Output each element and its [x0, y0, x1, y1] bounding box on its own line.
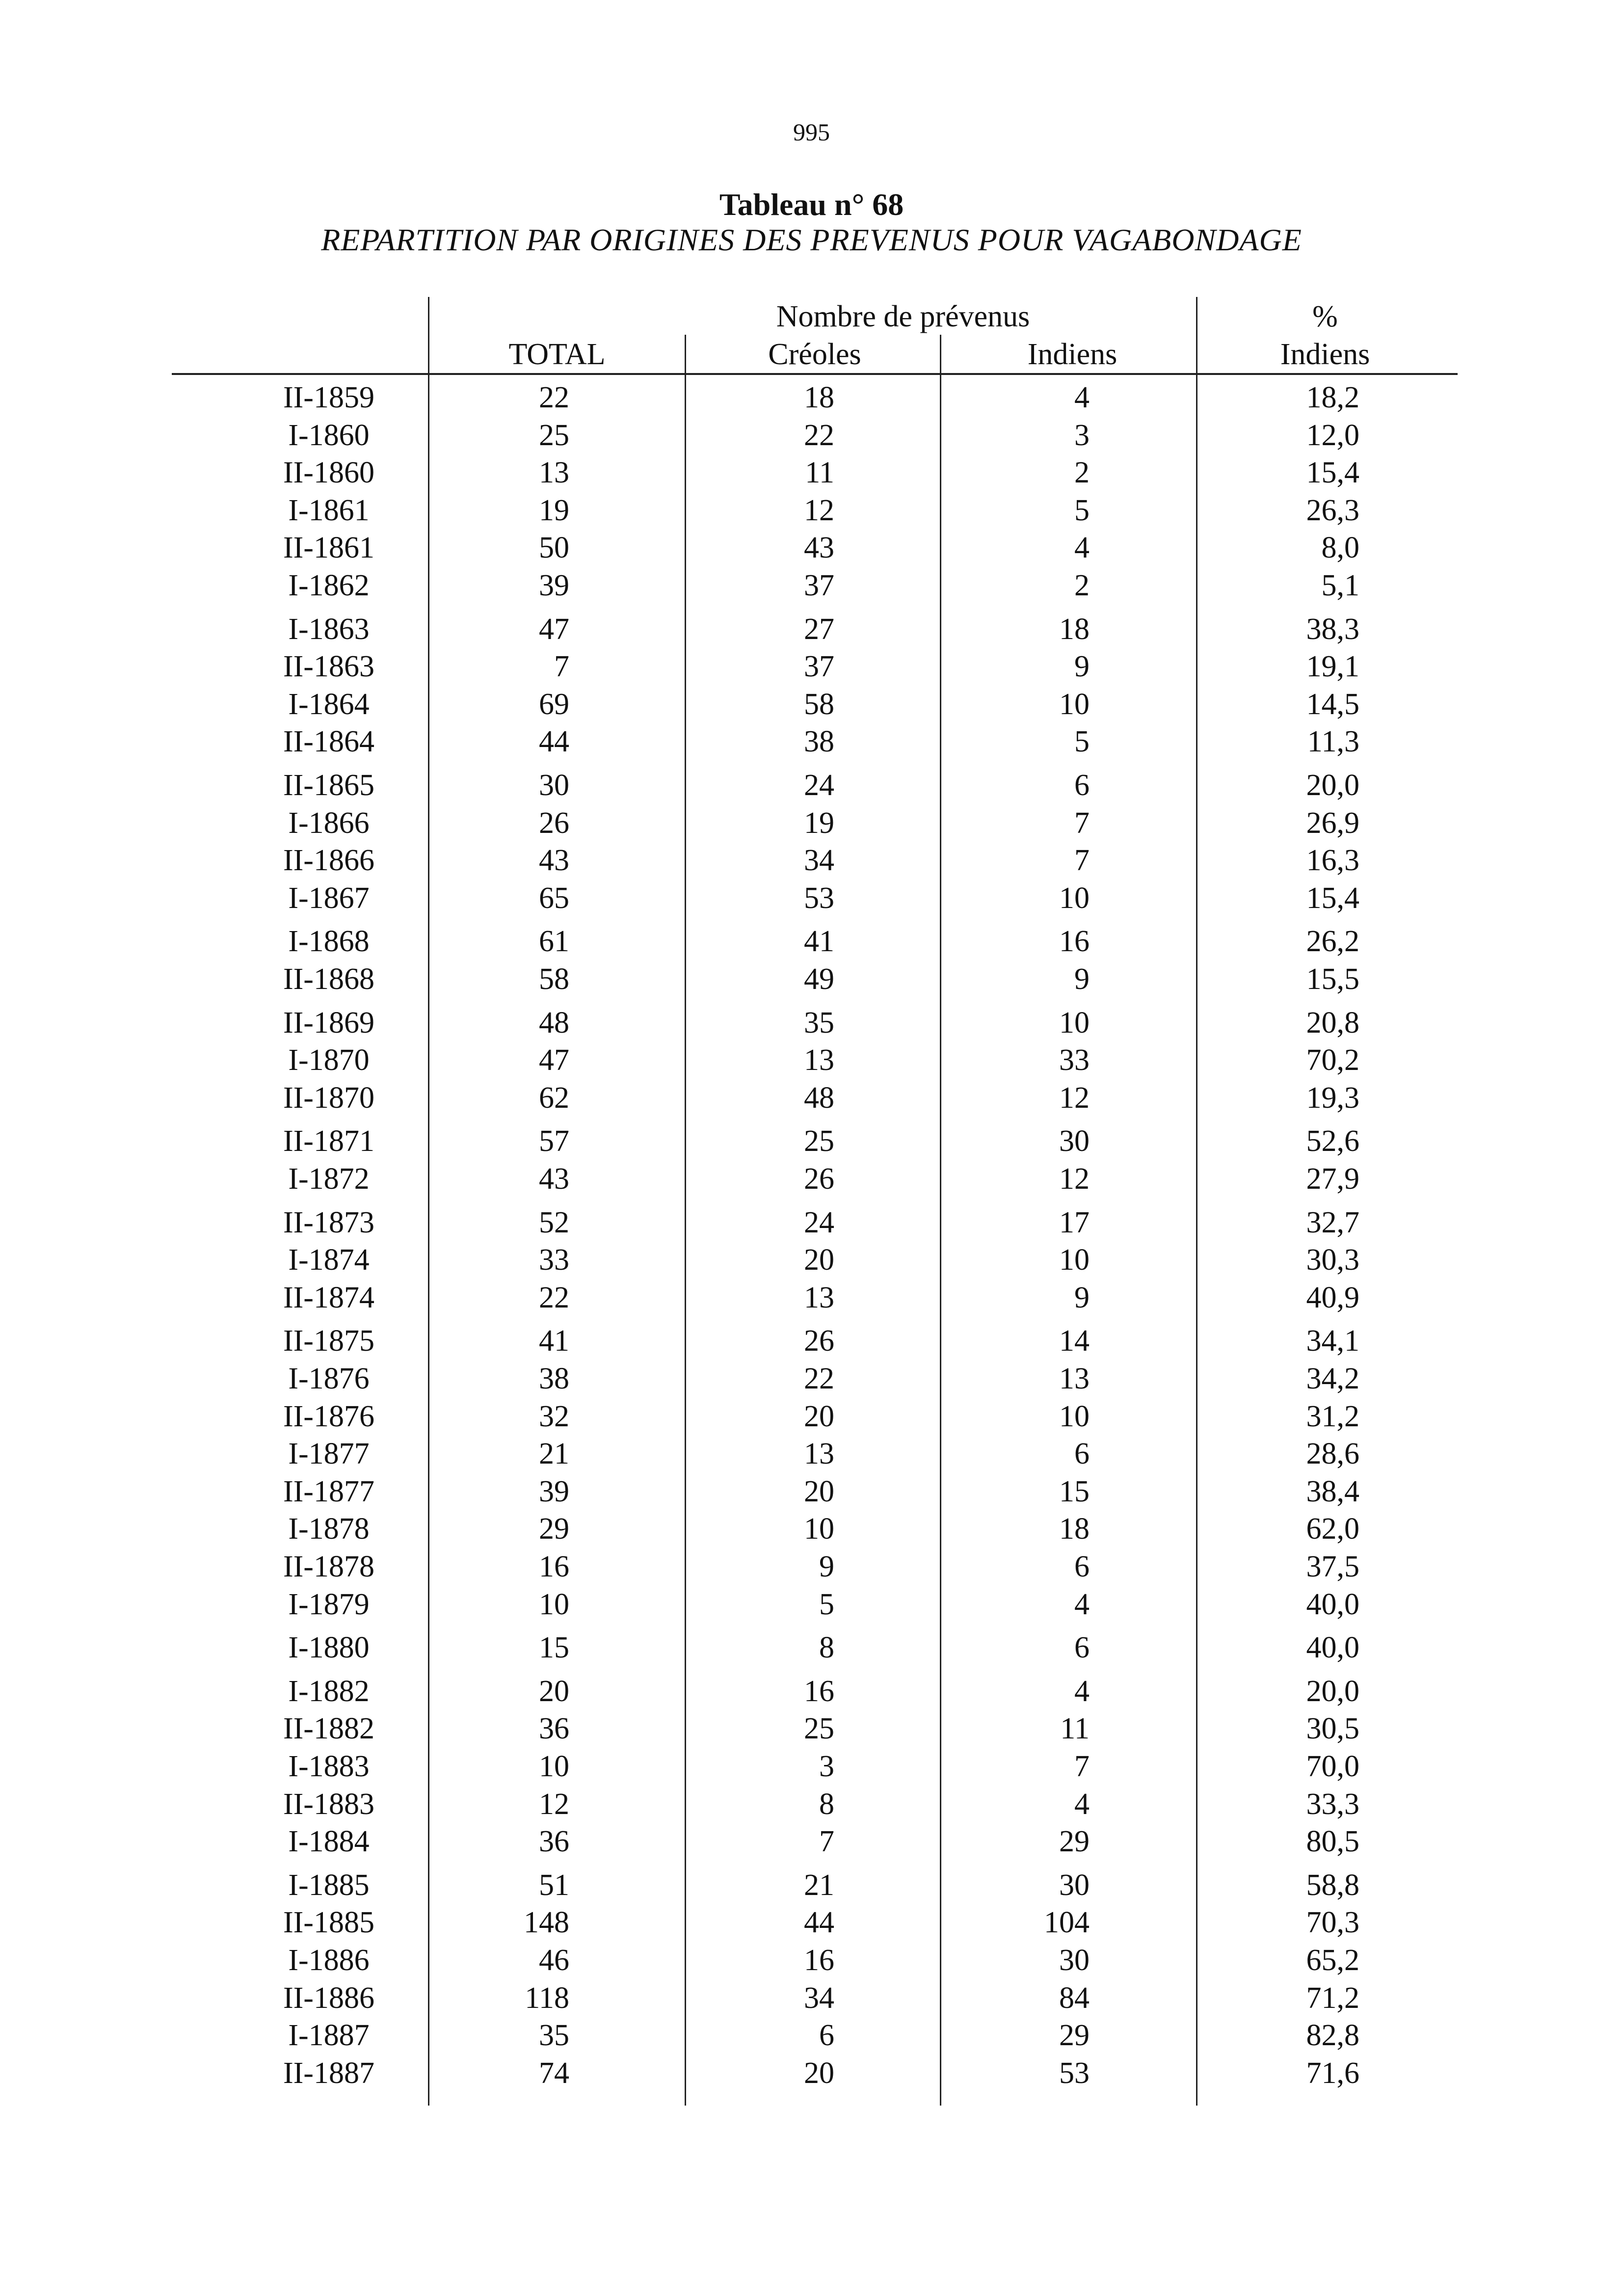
period-cell: II-1885	[283, 1906, 374, 1939]
pct-indiens-cell: 31,2	[1306, 1400, 1359, 1433]
pct-indiens-cell: 20,8	[1306, 1006, 1359, 1040]
pct-indiens-cell: 34,2	[1306, 1362, 1359, 1395]
period-cell: II-1864	[283, 725, 374, 758]
creoles-cell: 13	[804, 1281, 834, 1314]
pct-indiens-cell: 20,0	[1306, 1675, 1359, 1708]
indiens-cell: 10	[1059, 688, 1090, 721]
period-cell: I-1878	[288, 1512, 370, 1546]
pct-indiens-cell: 30,3	[1306, 1243, 1359, 1277]
total-cell: 35	[539, 2019, 569, 2052]
column-rule-2	[685, 335, 686, 2106]
creoles-cell: 19	[804, 806, 834, 840]
period-cell: II-1875	[283, 1324, 374, 1358]
pct-indiens-cell: 40,0	[1306, 1631, 1359, 1664]
pct-indiens-cell: 37,5	[1306, 1550, 1359, 1583]
total-cell: 38	[539, 1362, 569, 1395]
creoles-cell: 20	[804, 1475, 834, 1508]
indiens-cell: 4	[1074, 1675, 1090, 1708]
total-cell: 69	[539, 688, 569, 721]
indiens-cell: 3	[1074, 419, 1090, 452]
indiens-cell: 12	[1059, 1162, 1090, 1196]
total-cell: 43	[539, 844, 569, 877]
total-cell: 12	[539, 1788, 569, 1821]
period-cell: II-1860	[283, 456, 374, 489]
header-group-prevenus: Nombre de prévenus	[776, 300, 1030, 333]
pct-indiens-cell: 28,6	[1306, 1437, 1359, 1470]
total-cell: 22	[539, 381, 569, 414]
creoles-cell: 44	[804, 1906, 834, 1939]
total-cell: 57	[539, 1124, 569, 1158]
period-cell: I-1868	[288, 925, 370, 958]
total-cell: 58	[539, 962, 569, 996]
pct-indiens-cell: 40,9	[1306, 1281, 1359, 1314]
period-cell: I-1870	[288, 1043, 370, 1077]
header-indiens: Indiens	[1027, 338, 1117, 371]
creoles-cell: 5	[819, 1588, 834, 1621]
total-cell: 43	[539, 1162, 569, 1196]
header-pct-indiens: Indiens	[1280, 338, 1370, 371]
pct-indiens-cell: 19,3	[1306, 1081, 1359, 1115]
indiens-cell: 4	[1074, 1788, 1090, 1821]
period-cell: II-1863	[283, 650, 374, 683]
indiens-cell: 13	[1059, 1362, 1090, 1395]
period-cell: I-1863	[288, 613, 370, 646]
indiens-cell: 14	[1059, 1324, 1090, 1358]
indiens-cell: 6	[1074, 1550, 1090, 1583]
pct-indiens-cell: 11,3	[1307, 725, 1359, 758]
indiens-cell: 10	[1059, 881, 1090, 915]
indiens-cell: 2	[1074, 456, 1090, 489]
total-cell: 15	[539, 1631, 569, 1664]
pct-indiens-cell: 70,0	[1306, 1750, 1359, 1783]
period-cell: I-1876	[288, 1362, 370, 1395]
creoles-cell: 6	[819, 2019, 834, 2052]
indiens-cell: 4	[1074, 381, 1090, 414]
creoles-cell: 43	[804, 531, 834, 564]
period-cell: II-1859	[283, 381, 374, 414]
indiens-cell: 18	[1059, 1512, 1090, 1546]
creoles-cell: 25	[804, 1124, 834, 1158]
total-cell: 36	[539, 1712, 569, 1745]
period-cell: I-1862	[288, 569, 370, 602]
period-cell: I-1882	[288, 1675, 370, 1708]
period-cell: I-1885	[288, 1869, 370, 1902]
pct-indiens-cell: 15,4	[1306, 881, 1359, 915]
total-cell: 10	[539, 1750, 569, 1783]
creoles-cell: 10	[804, 1512, 834, 1546]
creoles-cell: 13	[804, 1437, 834, 1470]
total-cell: 62	[539, 1081, 569, 1115]
indiens-cell: 11	[1060, 1712, 1090, 1745]
table-title: Tableau n° 68	[719, 187, 904, 222]
creoles-cell: 35	[804, 1006, 834, 1040]
creoles-cell: 27	[804, 613, 834, 646]
period-cell: II-1876	[283, 1400, 374, 1433]
total-cell: 33	[539, 1243, 569, 1277]
pct-indiens-cell: 26,2	[1306, 925, 1359, 958]
creoles-cell: 8	[819, 1631, 834, 1664]
pct-indiens-cell: 52,6	[1306, 1124, 1359, 1158]
period-cell: I-1872	[288, 1162, 370, 1196]
total-cell: 7	[554, 650, 569, 683]
indiens-cell: 5	[1074, 494, 1090, 527]
period-cell: I-1867	[288, 881, 370, 915]
total-cell: 118	[525, 1981, 569, 2015]
indiens-cell: 16	[1059, 925, 1090, 958]
period-cell: I-1884	[288, 1825, 370, 1858]
pct-indiens-cell: 18,2	[1306, 381, 1359, 414]
period-cell: II-1882	[283, 1712, 374, 1745]
total-cell: 10	[539, 1588, 569, 1621]
total-cell: 46	[539, 1944, 569, 1977]
indiens-cell: 9	[1074, 650, 1090, 683]
pct-indiens-cell: 27,9	[1306, 1162, 1359, 1196]
creoles-cell: 37	[804, 569, 834, 602]
indiens-cell: 30	[1059, 1124, 1090, 1158]
header-creoles: Créoles	[768, 338, 861, 371]
creoles-cell: 25	[804, 1712, 834, 1745]
indiens-cell: 33	[1059, 1043, 1090, 1077]
total-cell: 25	[539, 419, 569, 452]
indiens-cell: 29	[1059, 2019, 1090, 2052]
pct-indiens-cell: 71,6	[1306, 2056, 1359, 2090]
creoles-cell: 9	[819, 1550, 834, 1583]
pct-indiens-cell: 15,5	[1306, 962, 1359, 996]
indiens-cell: 30	[1059, 1869, 1090, 1902]
creoles-cell: 16	[804, 1944, 834, 1977]
creoles-cell: 16	[804, 1675, 834, 1708]
period-cell: I-1866	[288, 806, 370, 840]
pct-indiens-cell: 34,1	[1306, 1324, 1359, 1358]
period-cell: I-1879	[288, 1588, 370, 1621]
pct-indiens-cell: 8,0	[1321, 531, 1359, 564]
indiens-cell: 29	[1059, 1825, 1090, 1858]
creoles-cell: 22	[804, 419, 834, 452]
period-cell: I-1864	[288, 688, 370, 721]
period-cell: II-1870	[283, 1081, 374, 1115]
period-cell: II-1871	[283, 1124, 374, 1158]
creoles-cell: 38	[804, 725, 834, 758]
header-rule	[172, 373, 1458, 375]
indiens-cell: 18	[1059, 613, 1090, 646]
total-cell: 36	[539, 1825, 569, 1858]
indiens-cell: 9	[1074, 1281, 1090, 1314]
indiens-cell: 84	[1059, 1981, 1090, 2015]
creoles-cell: 24	[804, 1206, 834, 1239]
period-cell: II-1869	[283, 1006, 374, 1040]
creoles-cell: 20	[804, 1400, 834, 1433]
period-cell: I-1877	[288, 1437, 370, 1470]
indiens-cell: 17	[1059, 1206, 1090, 1239]
column-rule-3	[940, 335, 941, 2106]
total-cell: 51	[539, 1869, 569, 1902]
creoles-cell: 49	[804, 962, 834, 996]
header-total: TOTAL	[508, 338, 606, 371]
creoles-cell: 26	[804, 1324, 834, 1358]
indiens-cell: 15	[1059, 1475, 1090, 1508]
pct-indiens-cell: 58,8	[1306, 1869, 1359, 1902]
total-cell: 39	[539, 1475, 569, 1508]
total-cell: 21	[539, 1437, 569, 1470]
creoles-cell: 26	[804, 1162, 834, 1196]
indiens-cell: 7	[1074, 806, 1090, 840]
pct-indiens-cell: 15,4	[1306, 456, 1359, 489]
pct-indiens-cell: 12,0	[1306, 419, 1359, 452]
creoles-cell: 48	[804, 1081, 834, 1115]
period-cell: II-1878	[283, 1550, 374, 1583]
total-cell: 47	[539, 613, 569, 646]
period-cell: II-1874	[283, 1281, 374, 1314]
total-cell: 50	[539, 531, 569, 564]
pct-indiens-cell: 40,0	[1306, 1588, 1359, 1621]
pct-indiens-cell: 38,3	[1306, 613, 1359, 646]
indiens-cell: 104	[1044, 1906, 1090, 1939]
period-cell: II-1873	[283, 1206, 374, 1239]
period-cell: II-1865	[283, 769, 374, 802]
period-cell: I-1883	[288, 1750, 370, 1783]
creoles-cell: 21	[804, 1869, 834, 1902]
column-rule-1	[428, 297, 429, 2106]
creoles-cell: 18	[804, 381, 834, 414]
creoles-cell: 13	[804, 1043, 834, 1077]
indiens-cell: 10	[1059, 1400, 1090, 1433]
creoles-cell: 58	[804, 688, 834, 721]
creoles-cell: 37	[804, 650, 834, 683]
period-cell: II-1861	[283, 531, 374, 564]
pct-indiens-cell: 65,2	[1306, 1944, 1359, 1977]
total-cell: 29	[539, 1512, 569, 1546]
indiens-cell: 6	[1074, 1631, 1090, 1664]
total-cell: 13	[539, 456, 569, 489]
creoles-cell: 3	[819, 1750, 834, 1783]
pct-indiens-cell: 82,8	[1306, 2019, 1359, 2052]
indiens-cell: 30	[1059, 1944, 1090, 1977]
pct-indiens-cell: 70,3	[1306, 1906, 1359, 1939]
period-cell: II-1868	[283, 962, 374, 996]
indiens-cell: 9	[1074, 962, 1090, 996]
indiens-cell: 53	[1059, 2056, 1090, 2090]
pct-indiens-cell: 80,5	[1306, 1825, 1359, 1858]
pct-indiens-cell: 16,3	[1306, 844, 1359, 877]
indiens-cell: 4	[1074, 1588, 1090, 1621]
pct-indiens-cell: 26,3	[1306, 494, 1359, 527]
total-cell: 65	[539, 881, 569, 915]
pct-indiens-cell: 70,2	[1306, 1043, 1359, 1077]
period-cell: I-1874	[288, 1243, 370, 1277]
creoles-cell: 20	[804, 1243, 834, 1277]
indiens-cell: 12	[1059, 1081, 1090, 1115]
indiens-cell: 10	[1059, 1006, 1090, 1040]
pct-indiens-cell: 71,2	[1306, 1981, 1359, 2015]
creoles-cell: 20	[804, 2056, 834, 2090]
creoles-cell: 53	[804, 881, 834, 915]
total-cell: 52	[539, 1206, 569, 1239]
indiens-cell: 10	[1059, 1243, 1090, 1277]
period-cell: I-1860	[288, 419, 370, 452]
pct-indiens-cell: 32,7	[1306, 1206, 1359, 1239]
pct-indiens-cell: 33,3	[1306, 1788, 1359, 1821]
column-rule-4	[1196, 297, 1197, 2106]
period-cell: II-1883	[283, 1788, 374, 1821]
creoles-cell: 7	[819, 1825, 834, 1858]
period-cell: I-1887	[288, 2019, 370, 2052]
pct-indiens-cell: 5,1	[1321, 569, 1359, 602]
creoles-cell: 34	[804, 844, 834, 877]
total-cell: 48	[539, 1006, 569, 1040]
page-number: 995	[793, 118, 830, 146]
indiens-cell: 5	[1074, 725, 1090, 758]
indiens-cell: 7	[1074, 844, 1090, 877]
period-cell: II-1887	[283, 2056, 374, 2090]
total-cell: 47	[539, 1043, 569, 1077]
creoles-cell: 11	[805, 456, 834, 489]
total-cell: 39	[539, 569, 569, 602]
pct-indiens-cell: 26,9	[1306, 806, 1359, 840]
period-cell: II-1866	[283, 844, 374, 877]
total-cell: 32	[539, 1400, 569, 1433]
period-cell: I-1886	[288, 1944, 370, 1977]
header-group-pct: %	[1312, 300, 1338, 333]
total-cell: 30	[539, 769, 569, 802]
total-cell: 41	[539, 1324, 569, 1358]
creoles-cell: 8	[819, 1788, 834, 1821]
indiens-cell: 7	[1074, 1750, 1090, 1783]
total-cell: 22	[539, 1281, 569, 1314]
creoles-cell: 22	[804, 1362, 834, 1395]
creoles-cell: 41	[804, 925, 834, 958]
total-cell: 61	[539, 925, 569, 958]
creoles-cell: 12	[804, 494, 834, 527]
creoles-cell: 34	[804, 1981, 834, 2015]
total-cell: 74	[539, 2056, 569, 2090]
indiens-cell: 4	[1074, 531, 1090, 564]
indiens-cell: 6	[1074, 1437, 1090, 1470]
period-cell: I-1861	[288, 494, 370, 527]
creoles-cell: 24	[804, 769, 834, 802]
pct-indiens-cell: 38,4	[1306, 1475, 1359, 1508]
pct-indiens-cell: 14,5	[1306, 688, 1359, 721]
indiens-cell: 6	[1074, 769, 1090, 802]
indiens-cell: 2	[1074, 569, 1090, 602]
pct-indiens-cell: 62,0	[1306, 1512, 1359, 1546]
total-cell: 26	[539, 806, 569, 840]
period-cell: I-1880	[288, 1631, 370, 1664]
pct-indiens-cell: 20,0	[1306, 769, 1359, 802]
total-cell: 19	[539, 494, 569, 527]
pct-indiens-cell: 19,1	[1306, 650, 1359, 683]
pct-indiens-cell: 30,5	[1306, 1712, 1359, 1745]
total-cell: 20	[539, 1675, 569, 1708]
total-cell: 44	[539, 725, 569, 758]
table-subtitle: REPARTITION PAR ORIGINES DES PREVENUS POUR VAGABONDAGE	[321, 222, 1302, 257]
total-cell: 16	[539, 1550, 569, 1583]
total-cell: 148	[524, 1906, 569, 1939]
period-cell: II-1877	[283, 1475, 374, 1508]
period-cell: II-1886	[283, 1981, 374, 2015]
